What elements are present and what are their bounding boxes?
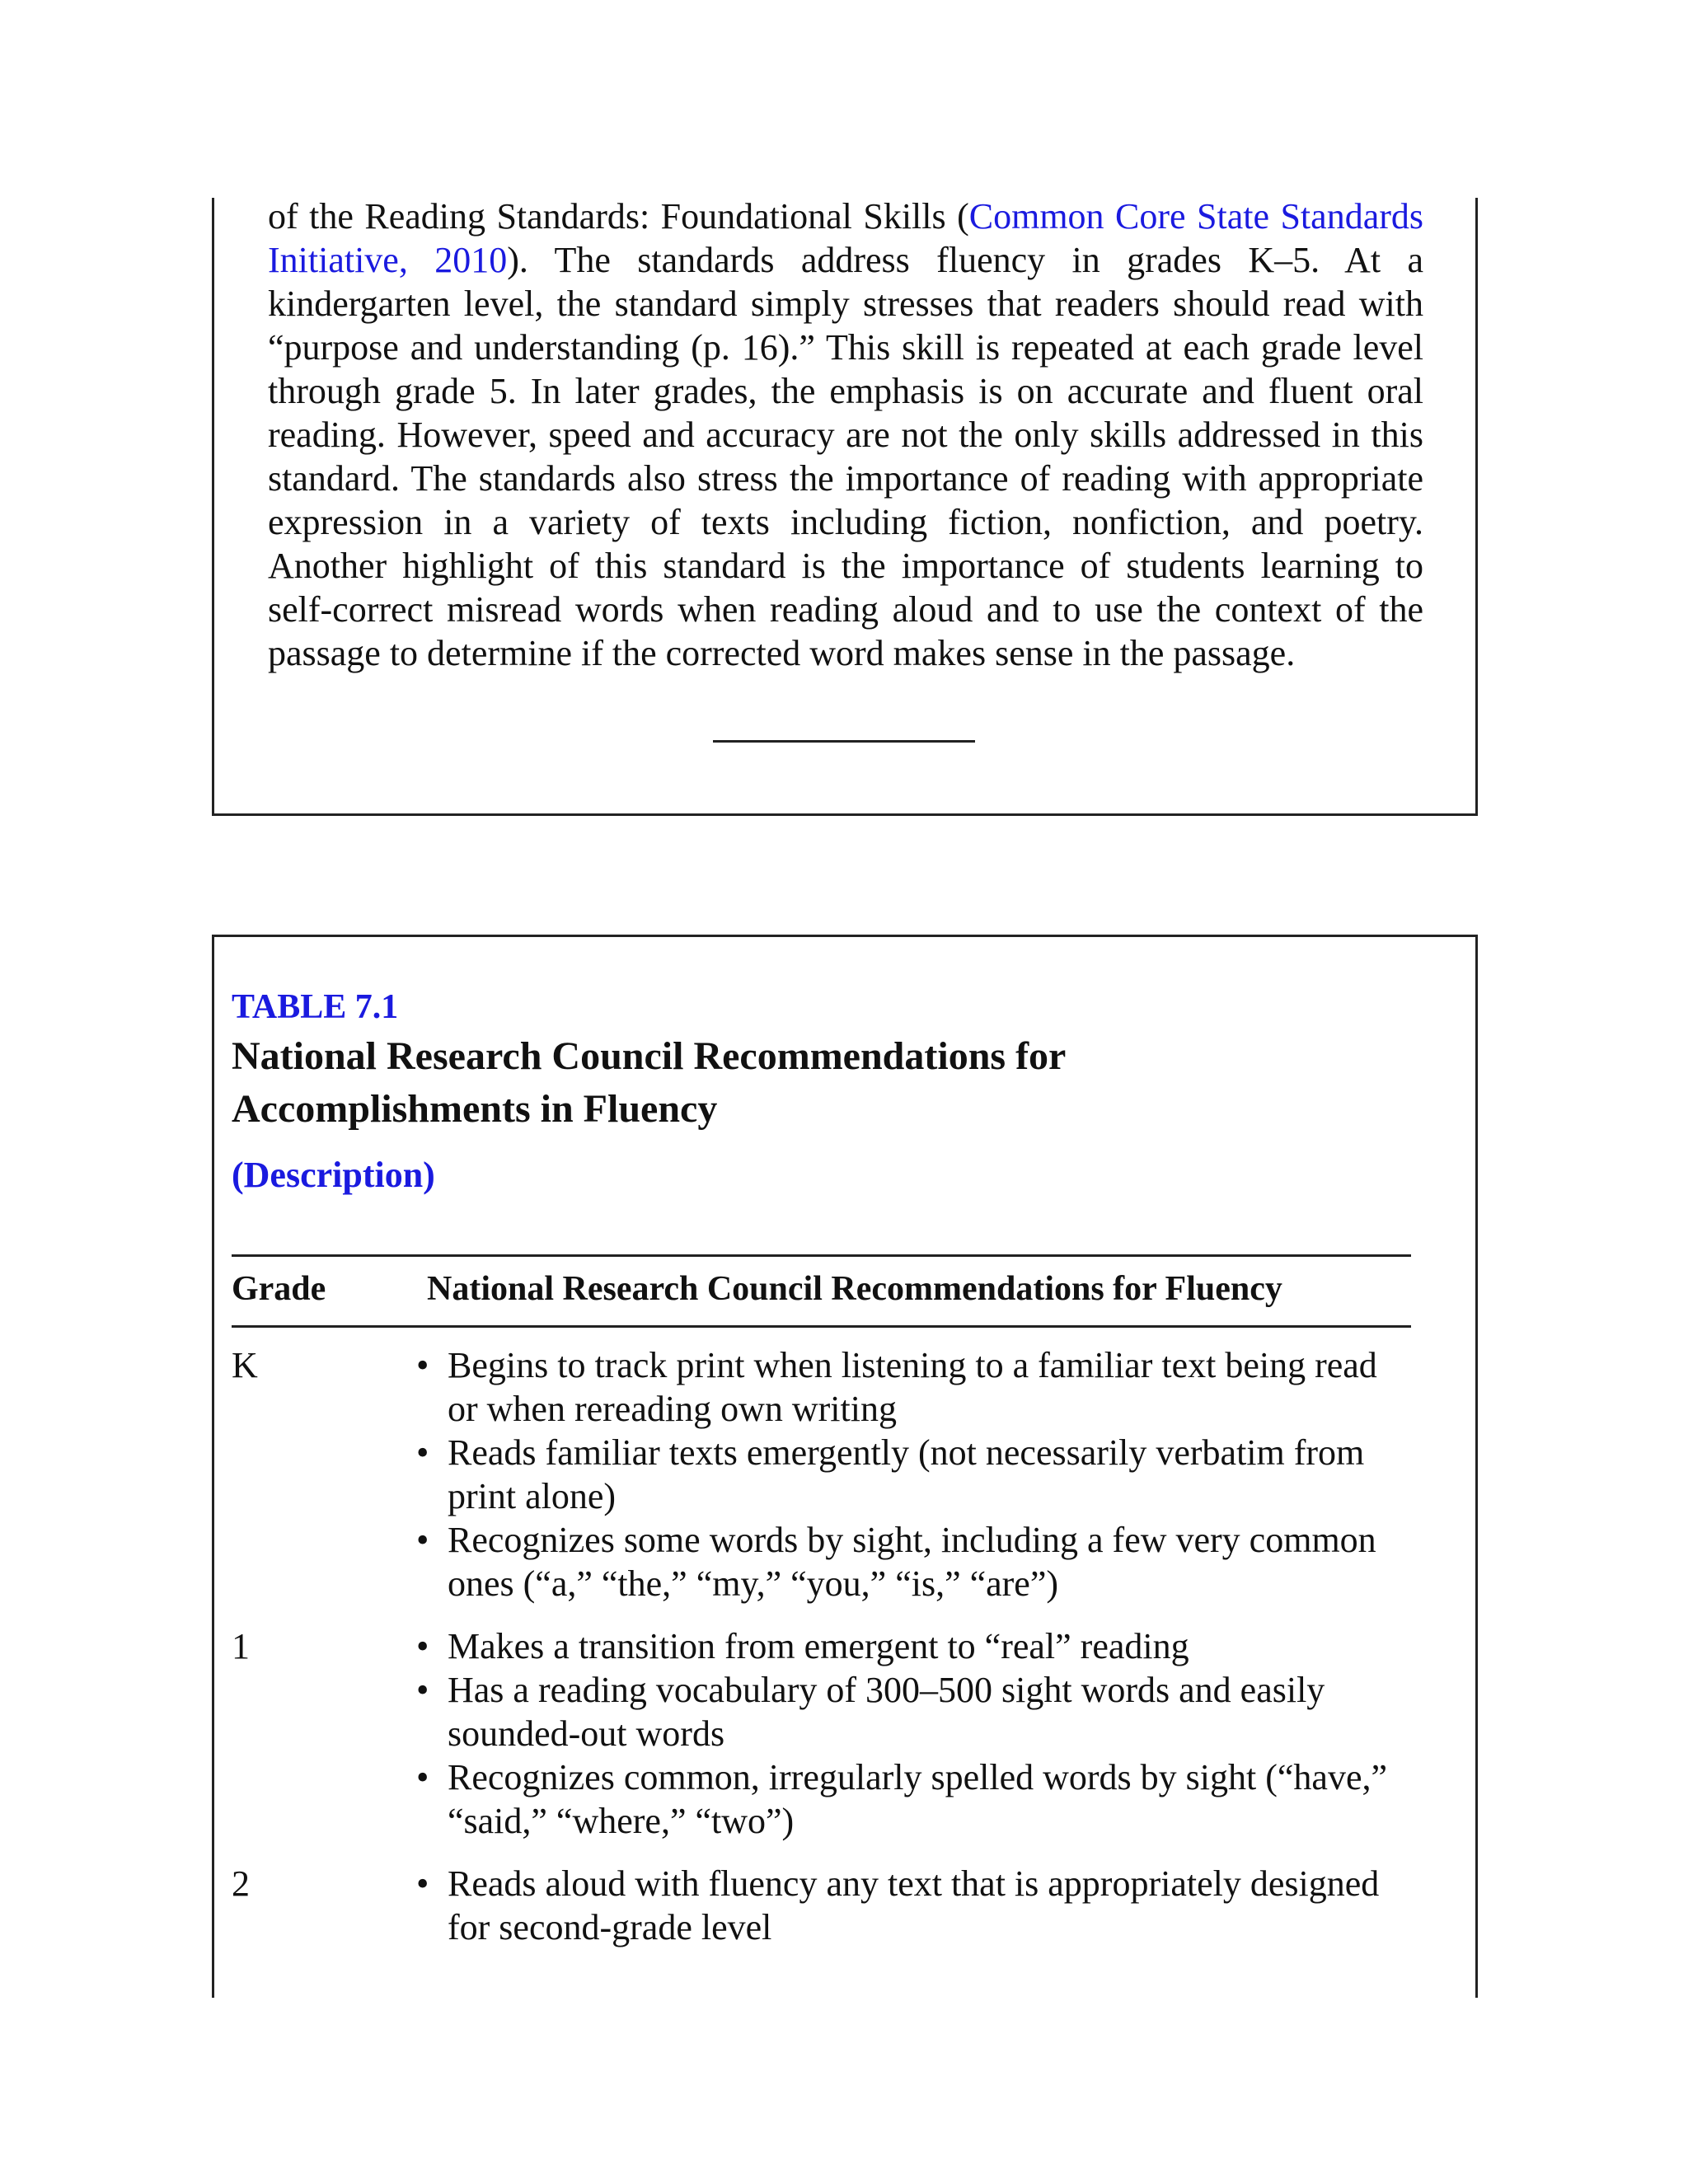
paragraph-line: standard. The standards also stress the importance of reading with appropriate — [268, 458, 1423, 499]
paragraph-line: expression in a variety of texts including fiction, nonfiction, and poetry. — [268, 502, 1423, 542]
grade-cell: 2 — [232, 1863, 250, 1904]
recommendation-line: Recognizes some words by sight, including a few very common — [448, 1520, 1376, 1560]
paragraph-line: through grade 5. In later grades, the emphasis is on accurate and fluent oral — [268, 371, 1423, 411]
table-row — [232, 1862, 1411, 1949]
grade-cell: K — [232, 1345, 258, 1385]
paragraph-line: reading. However, speed and accuracy are not the only skills addressed in this — [268, 415, 1423, 455]
recommendation-line: Reads aloud with fluency any text that is appropriately designed — [448, 1863, 1380, 1904]
bullet-icon: • — [416, 1345, 429, 1385]
bullet-icon: • — [416, 1626, 429, 1666]
table-label[interactable]: TABLE 7.1 — [232, 988, 399, 1026]
recommendation-item — [416, 1862, 1411, 1949]
paragraph-line — [268, 238, 1423, 282]
bullet-icon: • — [416, 1863, 429, 1904]
table-row — [232, 1343, 1411, 1605]
table-title — [232, 1030, 1303, 1136]
table-body — [232, 1343, 1411, 1968]
bullet-icon: • — [416, 1757, 429, 1797]
table-title-line: Accomplishments in Fluency — [232, 1087, 718, 1131]
header-grade: Grade — [232, 1270, 326, 1308]
recommendation-line: or when rereading own writing — [448, 1389, 897, 1429]
recommendation-item — [416, 1431, 1411, 1518]
table-title-line: National Research Council Recommendations for — [232, 1034, 1067, 1078]
table-top-rule — [232, 1254, 1411, 1257]
paragraph-line: Another highlight of this standard is the importance of students learning to — [268, 546, 1423, 586]
recommendation-item — [416, 1755, 1411, 1843]
recommendation-line: Makes a transition from emergent to “real” reading — [448, 1626, 1189, 1666]
paragraph-line: self-correct misread words when reading aloud and to use the context of the — [268, 589, 1423, 630]
recommendation-line: sounded-out words — [448, 1713, 725, 1754]
section-divider — [713, 740, 975, 743]
bullet-icon: • — [416, 1520, 429, 1560]
paragraph-line: passage to determine if the corrected word makes sense in the passage. — [268, 633, 1296, 673]
line-text: of the Reading Standards: Foundational Skills ( — [268, 196, 969, 237]
recommendation-item — [416, 1668, 1411, 1755]
recommendation-line: “said,” “where,” “two”) — [448, 1801, 795, 1841]
recommendation-item — [416, 1624, 1411, 1668]
bullet-icon: • — [416, 1432, 429, 1473]
paragraph-line: “purpose and understanding (p. 16).” This skill is repeated at each grade level — [268, 327, 1423, 368]
recommendation-list — [416, 1862, 1411, 1949]
line-text: ). The standards address fluency in grades K–5. At a — [507, 240, 1423, 280]
header-recommendations: National Research Council Recommendations for Fluency — [427, 1270, 1282, 1308]
recommendation-line: Begins to track print when listening to a familiar text being read — [448, 1345, 1377, 1385]
excerpt-paragraph — [268, 194, 1423, 675]
description-link[interactable]: (Description) — [232, 1155, 435, 1195]
bullet-icon: • — [416, 1670, 429, 1710]
paragraph-line: kindergarten level, the standard simply stresses that readers should read with — [268, 284, 1423, 324]
recommendation-line: Reads familiar texts emergently (not necessarily verbatim from — [448, 1432, 1365, 1473]
table-row — [232, 1624, 1411, 1843]
recommendation-item — [416, 1518, 1411, 1605]
recommendation-line: ones (“a,” “the,” “my,” “you,” “is,” “are”) — [448, 1563, 1059, 1604]
recommendation-item — [416, 1343, 1411, 1431]
paragraph-line — [268, 194, 1423, 238]
table-header-rule — [232, 1325, 1411, 1328]
recommendation-line: Recognizes common, irregularly spelled words by sight (“have,” — [448, 1757, 1388, 1797]
recommendation-line: for second-grade level — [448, 1907, 772, 1947]
citation-link[interactable]: Common Core State Standards — [968, 196, 1423, 237]
recommendation-list — [416, 1343, 1411, 1605]
recommendation-list — [416, 1624, 1411, 1843]
recommendation-line: print alone) — [448, 1476, 617, 1516]
grade-cell: 1 — [232, 1626, 250, 1666]
citation-link[interactable]: Initiative, 2010 — [268, 240, 508, 280]
recommendation-line: Has a reading vocabulary of 300–500 sight words and easily — [448, 1670, 1325, 1710]
